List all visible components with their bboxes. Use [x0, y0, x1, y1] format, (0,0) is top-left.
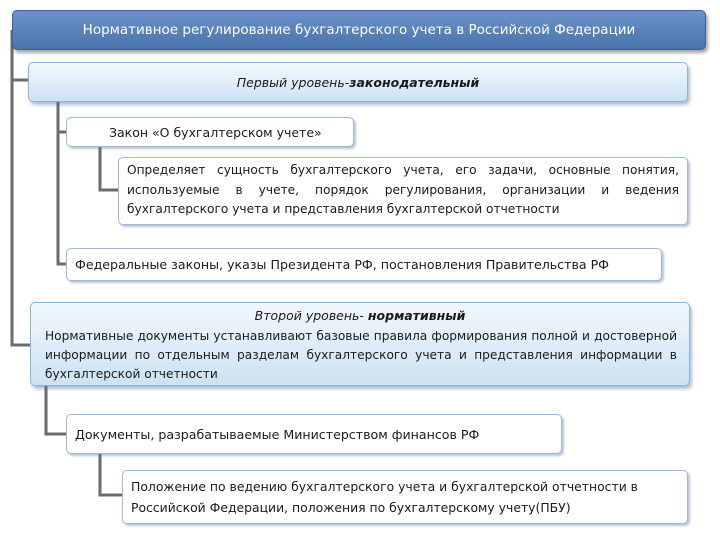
accounting-law-description: Определяет сущность бухгалтерского учета, его задачи, основные понятия, используемые в учете, порядок регулирования, организации и ведения бухгалтерского учета и представления бухгалтерской отчетности	[127, 163, 679, 216]
level-2-heading	[31, 308, 689, 323]
level-2-box	[30, 302, 690, 386]
level-1-name: законодательный	[349, 74, 480, 90]
diagram-title	[12, 10, 706, 50]
connector-law-to-desc	[100, 147, 120, 190]
connector-minfin-to-pbu	[100, 454, 124, 495]
level-2-prefix: Второй уровень-	[254, 308, 368, 323]
accounting-law-title: Закон «О бухгалтерском учете»	[109, 124, 322, 140]
level-1-prefix: Первый уровень-	[236, 74, 350, 90]
accounting-law-description-box	[118, 157, 688, 225]
federal-laws-box	[66, 248, 662, 281]
accounting-law-box	[66, 117, 354, 147]
level-1-box	[28, 62, 688, 102]
level-2-description: Нормативные документы устанавливают базовые правила формирования полной и достоверной информации по отдельным разделам бухгалтерского учета и представления информации в бухгалтерской отчетности	[45, 329, 677, 381]
federal-laws-text: Федеральные законы, указы Президента РФ, постановления Правительства РФ	[75, 257, 610, 272]
minfin-documents-box	[66, 414, 562, 454]
minfin-documents-text: Документы, разрабатываемые Министерством финансов РФ	[75, 426, 480, 442]
connector-level2-to-minfin	[46, 386, 68, 434]
diagram-title-text: Нормативное регулирование бухгалтерского учета в Российской Федерации	[82, 22, 636, 38]
level-2-name: нормативный	[367, 308, 466, 323]
pbu-box	[122, 470, 688, 524]
pbu-text: Положение по ведению бухгалтерского учета и бухгалтерской отчетности в Российской Федерации, положения по бухгалтерскому учету(ПБУ)	[131, 479, 638, 515]
